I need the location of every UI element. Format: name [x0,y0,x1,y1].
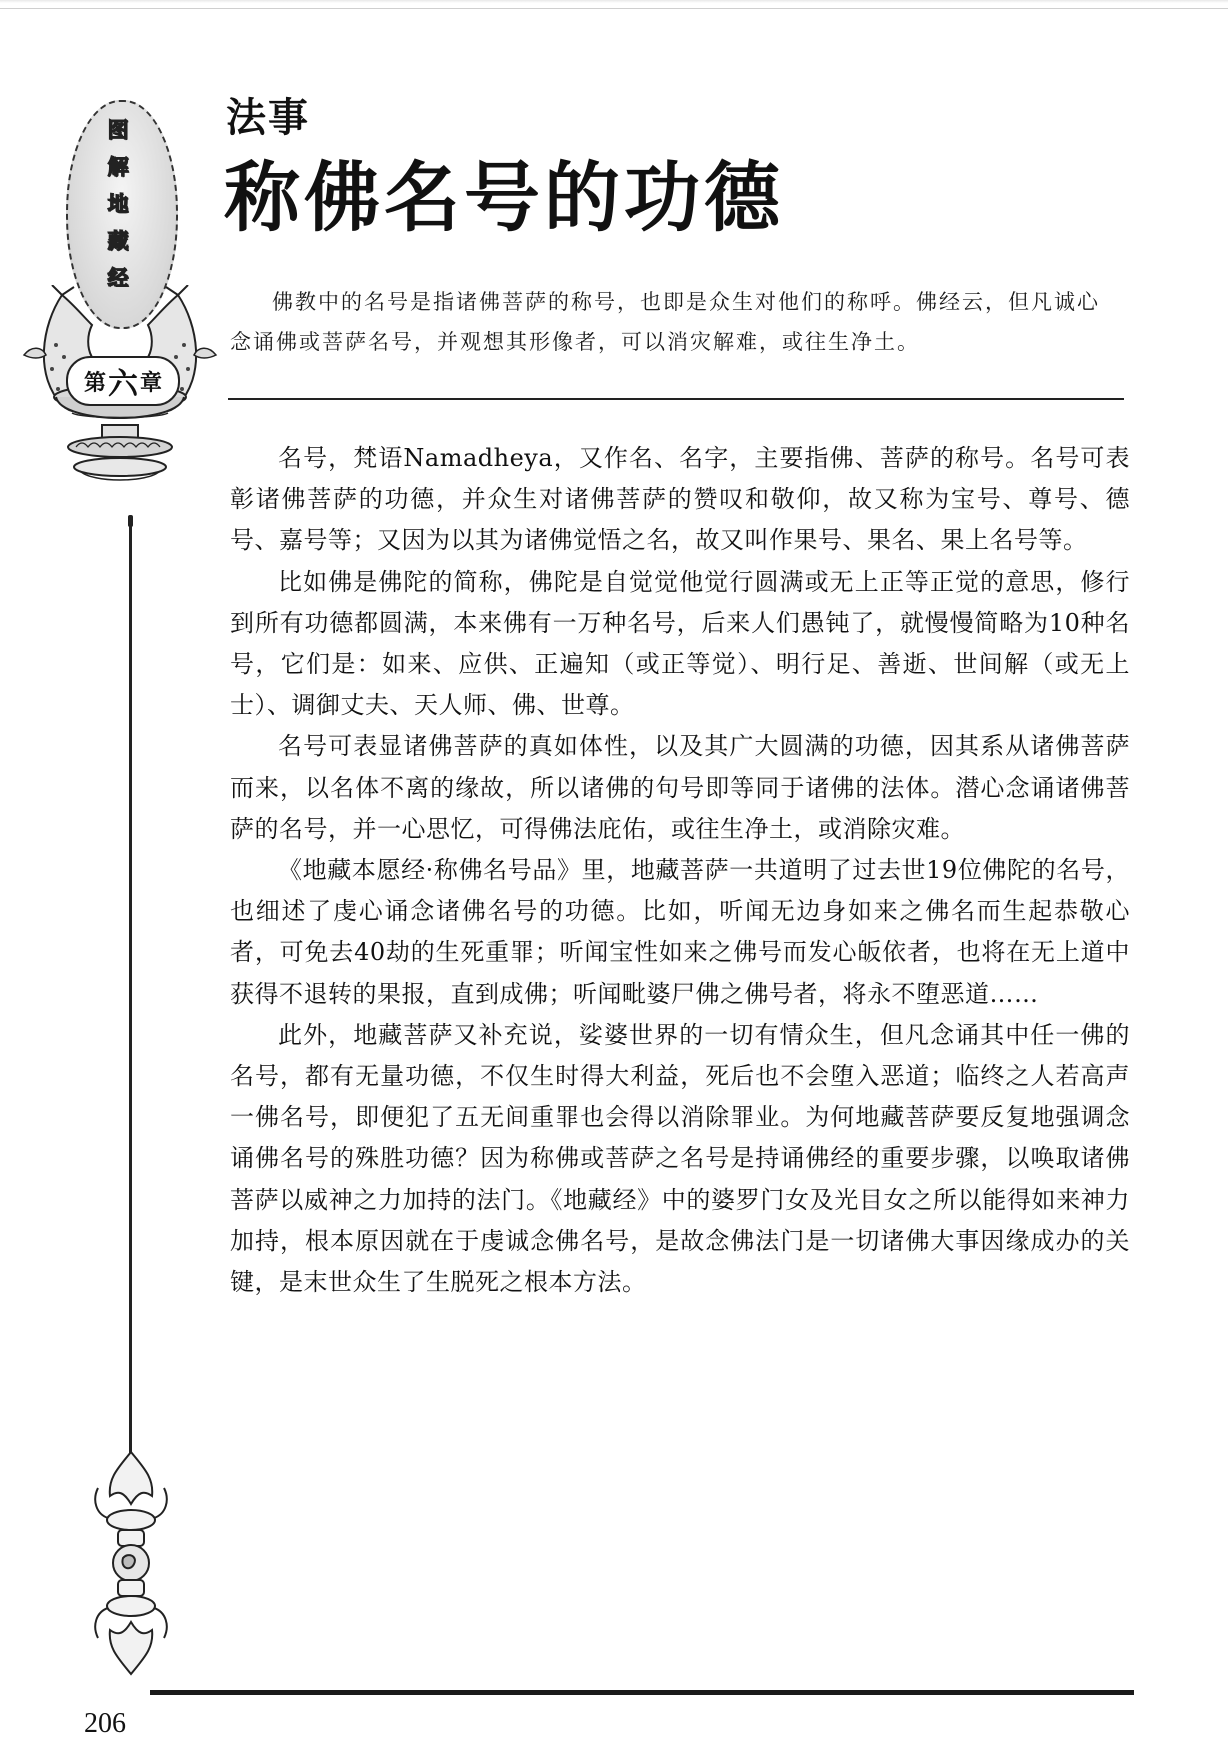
chapter-badge [66,356,180,406]
vertical-rule [129,520,132,1455]
body-paragraph: 比如佛是佛陀的简称，佛陀是自觉觉他觉行圆满或无上正等正觉的意思，修行到所有功德都圆满，本来佛有一万种名号，后来人们愚钝了，就慢慢简略为10种名号，它们是：如来、应供、正遍知（或正等觉）、明行足、善逝、世间解（或无上士）、调御丈夫、天人师、佛、世尊。 [230,567,1130,720]
footer-rule [150,1690,1134,1695]
page-title: 称佛名号的功德 [224,153,784,242]
chapter-suffix: 章 [140,370,163,396]
body-paragraph: 此外，地藏菩萨又补充说，娑婆世界的一切有情众生，但凡念诵其中任一佛的名号，都有无量功德，不仅生时得大利益，死后也不会堕入恶道；临终之人若高声一佛名号，即便犯了五无间重罪也会得以消除罪业。为何地藏菩萨要反复地强调念诵佛名号的殊胜功德？因为称佛或菩萨之名号是持诵佛经的重要步骤，以唤取诸佛菩萨以威神之力加持的法门。《地藏经》中的婆罗门女及光目女之所以能得如来神力加持，根本原因就在于虔诚念佛名号，是故念佛法门是一切诸佛大事因缘成办的关键，是末世众生了生脱死之根本方法。 [230,1020,1130,1297]
intro-divider [228,398,1124,400]
book-title-char: 藏 [107,228,129,253]
twin-fish-icon [22,285,218,530]
chapter-number: 六 [108,367,138,402]
body-paragraph: 名号，梵语Namadheya，又作名、名字，主要指佛、菩萨的称号。名号可表彰诸佛菩萨的功德，并众生对诸佛菩萨的赞叹和敬仰，故又称为宝号、尊号、德号、嘉号等；又因为以其为诸佛觉悟之名，故又叫作果号、果名、果上名号等。 [230,444,1130,555]
scan-edge [0,0,1228,3]
top-rule [0,8,1228,9]
book-title-char: 地 [107,191,129,216]
book-title-char: 经 [107,265,129,290]
vajra-icon [88,1448,174,1678]
body-paragraph: 名号可表显诸佛菩萨的真如体性，以及其广大圆满的功德，因其系从诸佛菩萨而来，以名体不离的缘故，所以诸佛的句号即等同于诸佛的法体。潜心念诵诸佛菩萨的名号，并一心思忆，可得佛法庇佑，或往生净土，或消除灾难。 [230,732,1130,843]
book-title-vertical [102,114,138,294]
book-title-char: 解 [107,154,129,179]
chapter-prefix: 第 [83,370,106,396]
section-label: 法事 [226,94,310,141]
page-number: 206 [84,1708,126,1739]
body-paragraph: 《地藏本愿经·称佛名号品》里，地藏菩萨一共道明了过去世19位佛陀的名号，也细述了虔心诵念诸佛名号的功德。比如，听闻无边身如来之佛名而生起恭敬心者，可免去40劫的生死重罪；听闻宝性如来之佛号而发心皈依者，也将在无上道中获得不退转的果报，直到成佛；听闻毗婆尸佛之佛号者，将永不堕恶道…… [230,856,1130,1008]
book-title-char: 图 [107,117,129,142]
intro-text: 佛教中的名号是指诸佛菩萨的称号，也即是众生对他们的称呼。佛经云，但凡诚心念诵佛或菩萨名号，并观想其形像者，可以消灾解难，或往生净土。 [230,290,1100,354]
body-text [230,438,1130,1303]
